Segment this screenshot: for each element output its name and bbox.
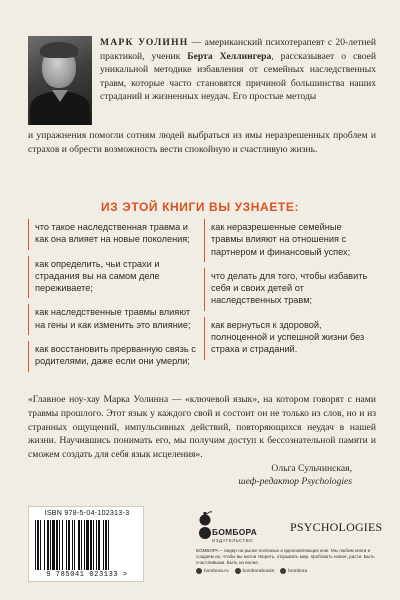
publisher-sub: ИЗДАТЕЛЬСТВО — [212, 538, 253, 543]
editor-quote: «Главное ноу-хау Марка Уолинна — «ключевой язык», на котором говорят с нами травмы прошлого. Этот язык у каждого свой и состоит он не только из слов, но и из странных ощущений, импульсивных действий, повторяющихся неудач в нашей жизни. Научившись понимать его, мы получим доступ к бессознательной памяти и сможем создать для себя язык исцеления». — [28, 394, 376, 461]
psychologies-logo: PSYCHOLOGIES — [290, 520, 383, 534]
author-photo — [28, 36, 92, 125]
isbn-barcode — [28, 506, 144, 582]
learn-item: что такое наследственная травма и как она влияет на новые поколения; — [28, 219, 196, 250]
learn-item: что делать для того, чтобы избавить себя и своих детей от наследственных травм; — [204, 268, 372, 311]
barcode-bars — [35, 520, 139, 570]
learn-item: как вернуться к здоровой, полноценной и успешной жизни без страха и страданий. — [204, 317, 372, 360]
learn-item: как неразрешенные семейные травмы влияют на отношения с партнером и финансовый успех; — [204, 219, 372, 262]
learn-item: как наследственные травмы влияют на гены и как изменить это влияние; — [28, 304, 196, 335]
quote-author: Ольга Сульчинская, — [271, 463, 352, 474]
instagram-icon — [235, 568, 241, 574]
social-link-vk[interactable]: bombora — [280, 568, 307, 574]
teacher-name: Берта Хеллингера — [187, 50, 272, 62]
learn-list-right — [204, 219, 372, 366]
learn-item: как определить, чьи страхи и страдания вы на самом деле переживаете; — [28, 256, 196, 299]
learn-heading: ИЗ ЭТОЙ КНИГИ ВЫ УЗНАЕТЕ: — [100, 200, 300, 214]
author-name: МАРК УОЛИНН — [100, 37, 189, 48]
isbn-text: ISBN 978-5-04-102313-3 — [44, 510, 130, 517]
publisher-promo: БОМБОРА – лидер на рынке полезных и вдохновляющих книг. Мы любим книги и создаем их, чтобы вы могли творить, открывать мир, пробовать новое, расти. Быть счастливыми. Быть на волне. — [196, 548, 375, 565]
vk-icon — [280, 568, 286, 574]
social-link-instagram[interactable]: bomborabooks — [235, 568, 275, 574]
author-bio-continued: и упражнения помогли сотням людей выбраться из ямы неразрешенных проблем и страхов и обрести возможность вести спокойную и счастливую жизнь. — [28, 130, 376, 155]
social-link-site[interactable]: bombora.ru — [196, 568, 229, 574]
quote-author-role: шеф-редактор Psychologies — [238, 476, 352, 487]
barcode-digits: 9 785041 023133 > — [46, 571, 128, 579]
globe-icon — [196, 568, 202, 574]
learn-list-left — [28, 219, 196, 378]
author-bio: МАРК УОЛИНН — американский психотерапевт с 20-летней практикой, ученик Берта Хеллингера, рассказывает о своей уникальной методике избавления от семейных наследственных травм, которые часто становятся причиной большинства наших страданий и жизненных неудач. Его простые методы — [100, 37, 376, 103]
quote-signature — [176, 462, 352, 488]
social-links — [196, 568, 380, 574]
learn-item: как восстановить прерванную связь с родителями, даже если они умерли; — [28, 341, 196, 372]
publisher-name: БОМБОРА — [212, 527, 258, 537]
